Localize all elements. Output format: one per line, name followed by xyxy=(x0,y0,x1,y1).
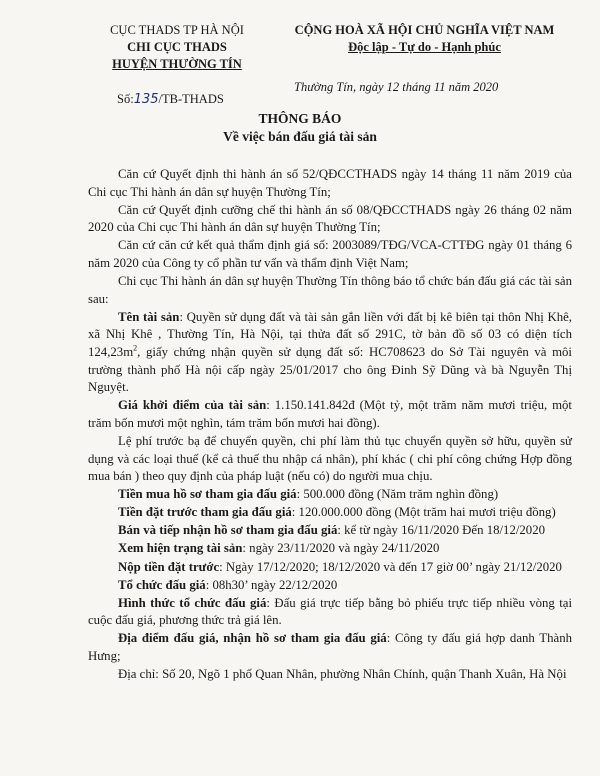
view-label: Xem hiện trạng tài sản xyxy=(118,541,243,556)
date-line: Thường Tín, ngày 12 tháng 11 năm 2020 xyxy=(294,80,499,94)
document-title: THÔNG BÁO xyxy=(258,111,342,126)
agency-line-2: CHI CỤC THADS xyxy=(127,40,227,54)
fee-paragraph: Lệ phí trước bạ để chuyển quyền, chi phí làm thủ tục chuyển quyền sở hữu, quyền sử dụng và các loại thuế (kể cả thuế thu nhập cá nhân), phí khác ( chi phí công chứng Hợp đồng mua bán ) theo quy định của pháp luật (nếu có) do người mua chịu. xyxy=(88,433,572,484)
pay-label: Nộp tiền đặt trước xyxy=(118,559,220,574)
deposit-paragraph xyxy=(88,504,572,522)
price-label: Giá khởi điểm của tài sản xyxy=(118,398,267,413)
paragraph: Căn cứ căn cứ kết quả thẩm định giá số: 2003089/TĐG/VCA-CTTĐG ngày 01 tháng 6 năm 2020 của Công ty cổ phần tư vấn và thẩm định Việt Nam; xyxy=(88,238,572,270)
national-motto xyxy=(272,22,577,56)
asset-text-b: , giấy chứng nhận quyền sử dụng đất số: HC708623 do Sở Tài nguyên và môi trường thành phố Hà nội cấp ngày 25/01/2017 cho ông Đinh Sỹ Dũng và bà Nguyễn Thị Nguyệt. xyxy=(88,344,572,395)
motto: Độc lập - Tự do - Hạnh phúc xyxy=(348,40,501,54)
document-body xyxy=(88,166,572,684)
place-text: : Công ty đấu giá hợp danh Thành Hưng; xyxy=(88,631,572,664)
form-label: Hình thức tổ chức đấu giá xyxy=(118,595,267,610)
auction-label: Tổ chức đấu giá xyxy=(118,577,206,592)
address-paragraph: Địa chỉ: Số 20, Ngõ 1 phố Quan Nhân, phường Nhân Chính, quận Thanh Xuân, Hà Nội xyxy=(118,667,567,682)
sale-paragraph xyxy=(88,522,572,540)
agency-line-3: HUYỆN THƯỜNG TÍN xyxy=(112,57,242,71)
paragraph: Chi cục Thi hành án dân sự huyện Thường Tín thông báo tổ chức bán đấu giá các tài sản sau: xyxy=(88,274,572,306)
document-number xyxy=(117,92,224,107)
asset-label: Tên tài sản xyxy=(118,309,180,324)
view-text: : ngày 23/11/2020 và ngày 24/11/2020 xyxy=(242,541,440,556)
pay-text: : Ngày 17/12/2020; 18/12/2020 và đến 17 giờ 00’ ngày 21/12/2020 xyxy=(219,559,562,574)
agency-line-1: CỤC THADS TP HÀ NỘI xyxy=(110,23,244,37)
price-paragraph xyxy=(88,397,572,432)
asset-paragraph xyxy=(88,309,572,397)
issuing-agency xyxy=(86,22,268,73)
view-paragraph xyxy=(88,540,572,558)
form-paragraph xyxy=(88,595,572,630)
country-name: CỘNG HOÀ XÃ HỘI CHỦ NGHĨA VIỆT NAM xyxy=(294,23,555,37)
asset-sup: 2 xyxy=(133,343,138,353)
price-text: : 1.150.141.842đ (Một tỷ, một trăm năm mươi triệu, một trăm bốn mươi một nghìn, tám trăm bốn mươi hai đồng). xyxy=(88,398,572,430)
dossier-text: : 500.000 đồng (Năm trăm nghìn đồng) xyxy=(296,487,499,502)
auction-paragraph xyxy=(88,577,572,595)
document-title-block xyxy=(0,110,600,146)
deposit-label: Tiền đặt trước tham gia đấu giá xyxy=(118,505,292,520)
dossier-label: Tiền mua hồ sơ tham gia đấu giá xyxy=(118,487,297,502)
pay-paragraph xyxy=(88,559,572,577)
doc-number-prefix: Số: xyxy=(117,92,134,106)
form-text: : Đấu giá trực tiếp bằng bỏ phiếu trực tiếp nhiều vòng tại cuộc đấu giá, phương thức trả giá lên. xyxy=(88,595,573,628)
doc-number-suffix: /TB-THADS xyxy=(158,92,224,106)
place-paragraph xyxy=(88,630,572,665)
place-label: Địa điểm đấu giá, nhận hồ sơ tham gia đấu giá xyxy=(118,631,387,646)
sale-text: : kể từ ngày 16/11/2020 Đến 18/12/2020 xyxy=(337,523,545,538)
document-subtitle: Về việc bán đấu giá tài sản xyxy=(223,129,377,144)
deposit-text: : 120.000.000 đồng (Một trăm hai mươi triệu đồng) xyxy=(291,505,556,520)
asset-text-a: : Quyền sử dụng đất và tài sản gắn liền với đất bị kê biên tại thôn Nhị Khê, xã Nhị Khê , Thường Tín, Hà Nội, tại thửa đất số 291C, tờ bản đồ số 03 có diện tích 124,23m xyxy=(88,309,572,359)
doc-number-handwritten: 135 xyxy=(133,92,159,107)
sale-label: Bán và tiếp nhận hồ sơ tham gia đấu giá xyxy=(118,523,338,538)
paragraph: Căn cứ Quyết định thi hành án số 52/QĐCCTHADS ngày 14 tháng 11 năm 2019 của Chi cục Thi hành án dân sự huyện Thường Tín; xyxy=(88,167,572,199)
paragraph: Căn cứ Quyết định cưỡng chế thi hành án số 08/QĐCCTHADS ngày 26 tháng 02 năm 2020 của Chi cục Thi hành án dân sự huyện Thường Tín; xyxy=(88,202,572,235)
auction-text: : 08h30’ ngày 22/12/2020 xyxy=(205,577,338,592)
dossier-paragraph xyxy=(88,486,572,504)
